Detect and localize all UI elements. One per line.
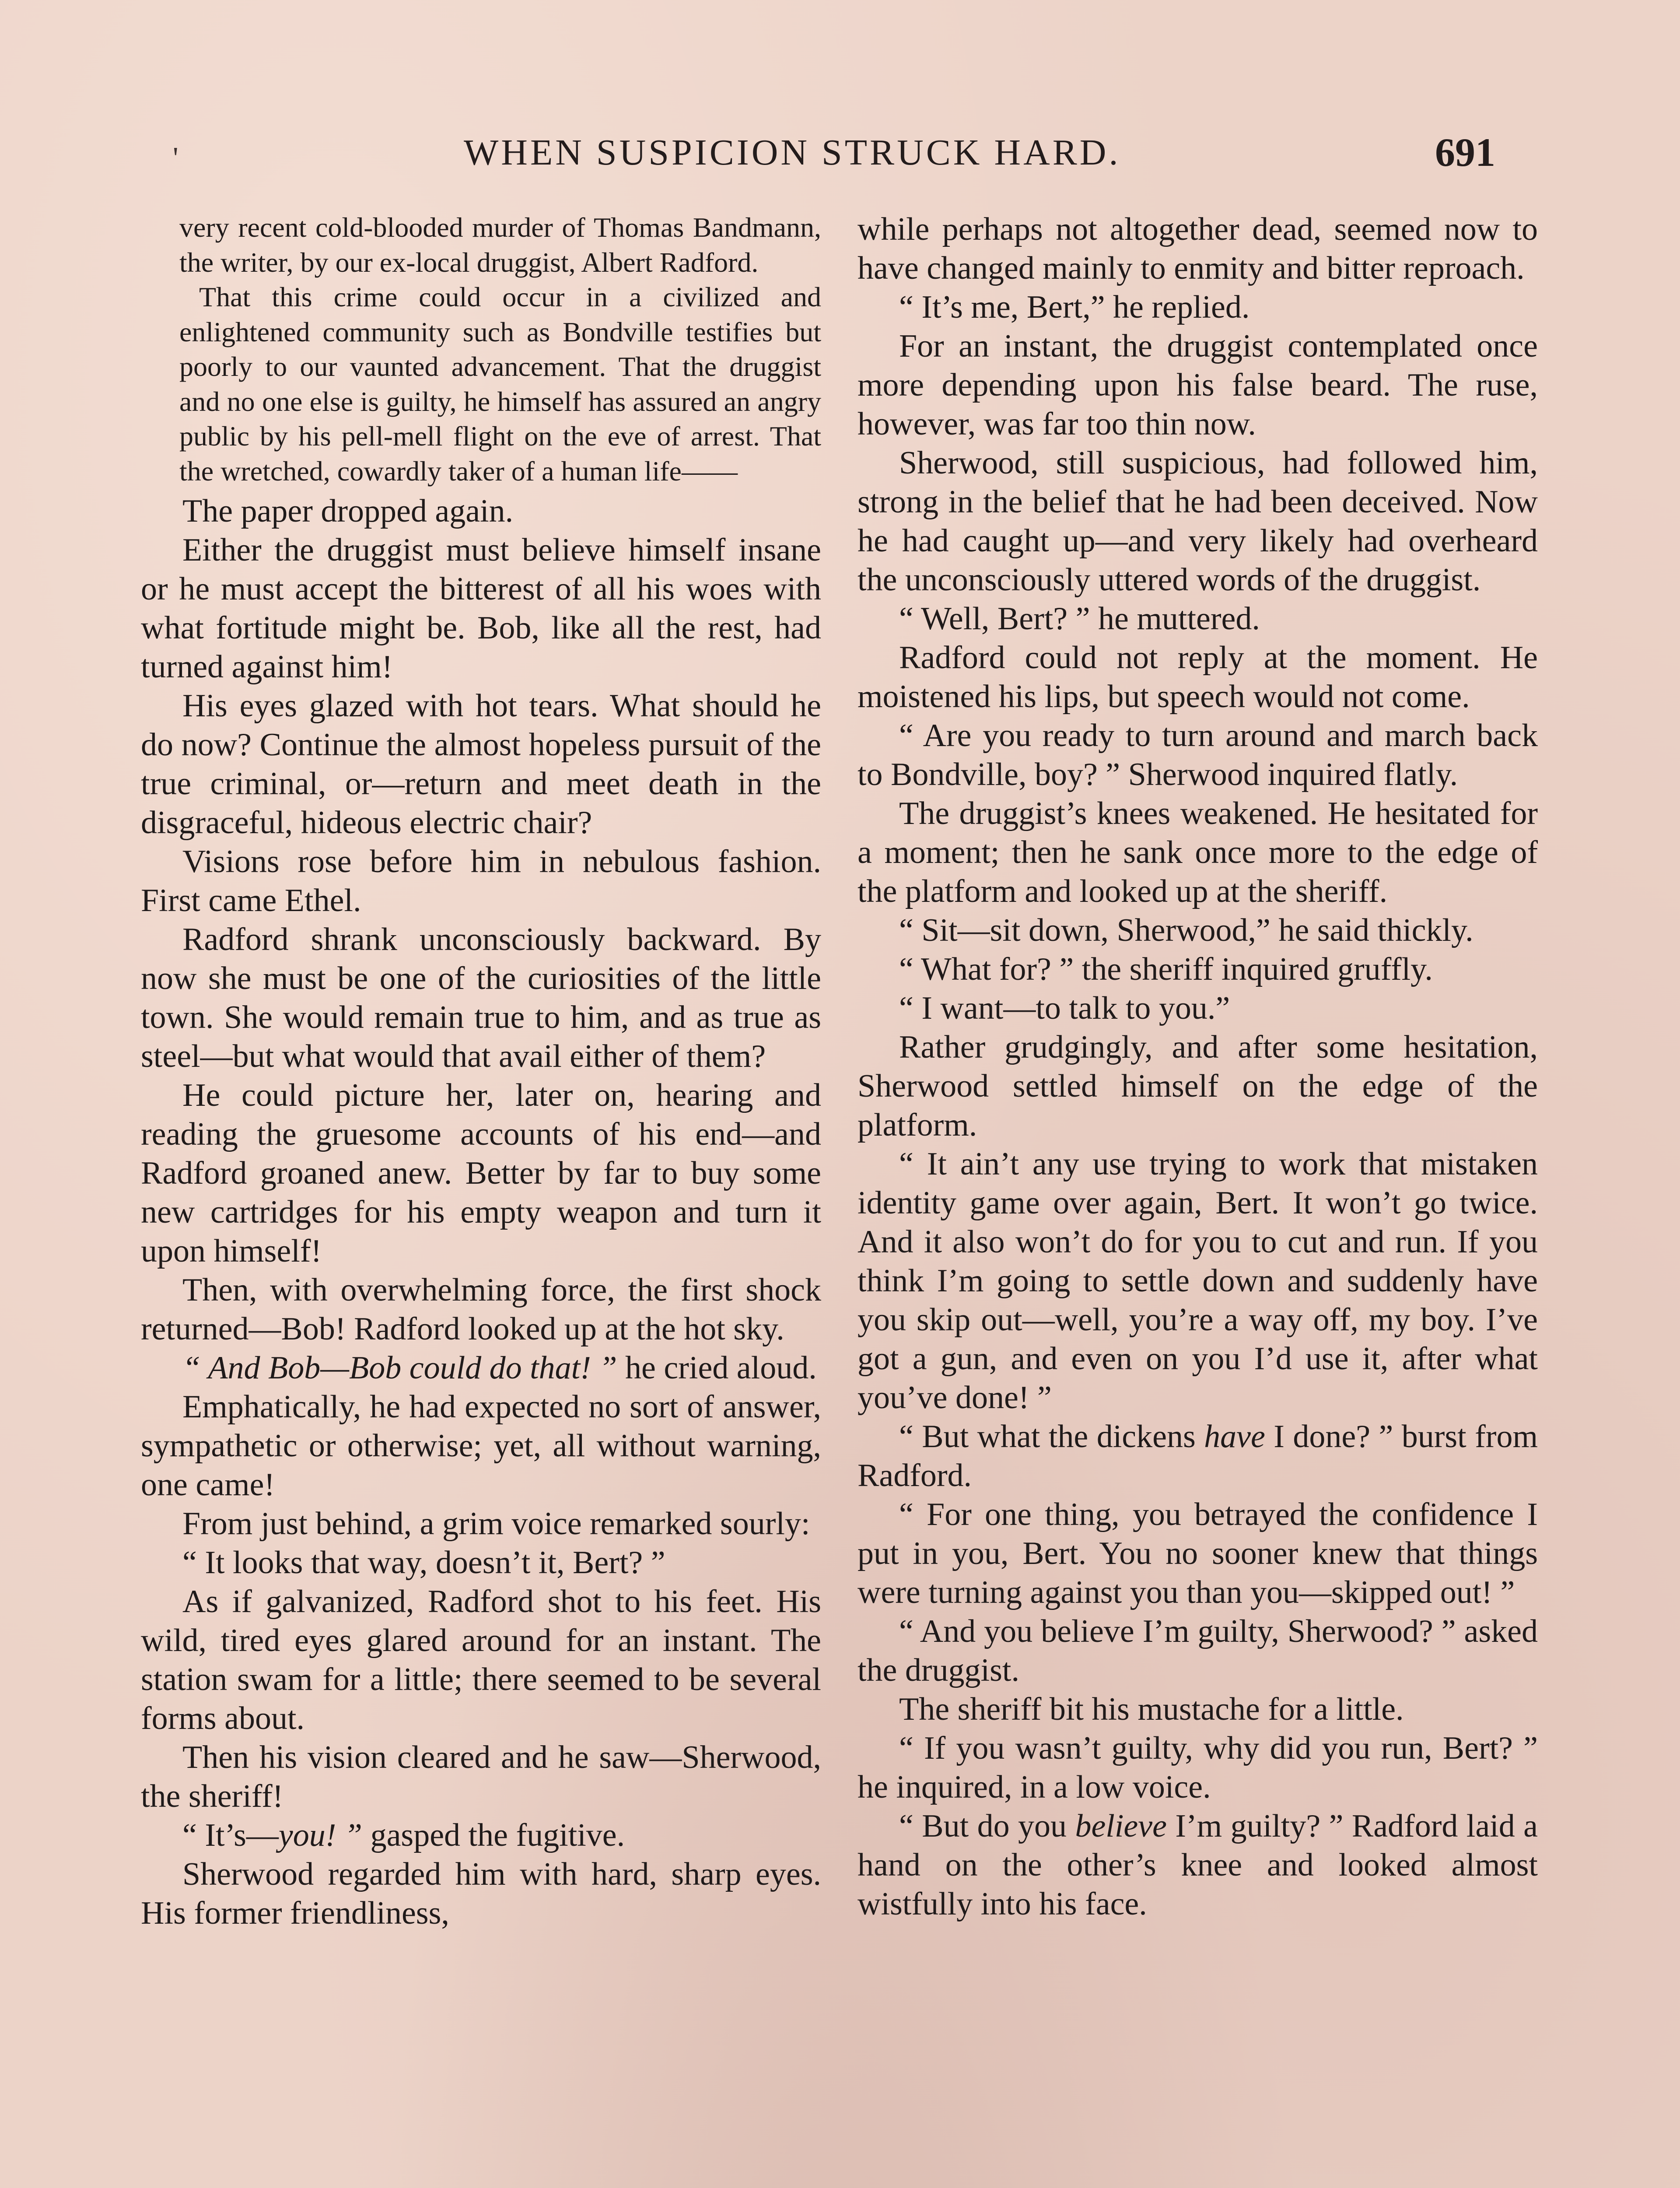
paragraph: Emphatically, he had expected no sort of answer, sympathetic or otherwise; yet, all without warning, one came! xyxy=(141,1389,821,1503)
paragraph: “ Sit—sit down, Sherwood,” he said thickly. xyxy=(899,912,1474,948)
paragraph-continued: while perhaps not altogether dead, seemed now to have changed mainly to enmity and bitter reproach. xyxy=(858,211,1538,286)
margin-mark: ' xyxy=(173,141,178,175)
italic-believe: believe xyxy=(1075,1808,1167,1844)
gasp-lead: “ It’s— xyxy=(182,1817,279,1853)
paragraph: Rather grudgingly, and after some hesitation, Sherwood settled himself on the edge of the platform. xyxy=(858,1029,1538,1143)
paragraph: The paper dropped again. xyxy=(182,493,514,529)
running-head: WHEN SUSPICION STRUCK HARD. xyxy=(464,132,1121,173)
cry-rest: he cried aloud. xyxy=(617,1350,817,1386)
italic-have: have xyxy=(1204,1419,1265,1455)
dickens-lead: “ But what the dickens xyxy=(899,1419,1204,1455)
paragraph: “ What for? ” the sheriff inquired gruffly. xyxy=(899,951,1433,987)
paragraph: Then his vision cleared and he saw—Sherwood, the sheriff! xyxy=(141,1739,821,1814)
paragraph: “ I want—to talk to you.” xyxy=(899,990,1230,1026)
clipping-paragraph: very recent cold-blooded murder of Thomas Bandmann, the writer, by our ex-local druggist, Albert Radford. xyxy=(179,212,821,278)
paragraph: “ And you believe I’m guilty, Sherwood? ” asked the druggist. xyxy=(858,1613,1538,1688)
paragraph: From just behind, a grim voice remarked sourly: xyxy=(182,1506,810,1542)
paragraph: The druggist’s knees weakened. He hesitated for a moment; then he sank once more to the edge of the platform and looked up at the sheriff. xyxy=(858,796,1538,909)
newspaper-clipping xyxy=(179,210,821,488)
believe-lead: “ But do you xyxy=(899,1808,1075,1844)
paragraph: Radford could not reply at the moment. He moistened his lips, but speech would not come. xyxy=(858,640,1538,715)
italic-cry: “ And Bob—Bob could do that! ” xyxy=(182,1350,617,1386)
paragraph-cry xyxy=(141,1349,821,1388)
paragraph: Visions rose before him in nebulous fashion. First came Ethel. xyxy=(141,844,821,919)
paragraph: Either the druggist must believe himself insane or he must accept the bitterest of all his woes with what fortitude might be. Bob, like all the rest, had turned against him! xyxy=(141,532,821,685)
gasp-rest: gasped the fugitive. xyxy=(362,1817,625,1853)
paragraph: “ Well, Bert? ” he muttered. xyxy=(899,601,1260,637)
paragraph: “ It’s me, Bert,” he replied. xyxy=(899,289,1250,325)
left-column xyxy=(141,210,821,1933)
paragraph: Radford shrank unconsciously backward. By now she must be one of the curiosities of the little town. She would remain true to him, and as true as steel—but what would that avail either of them? xyxy=(141,922,821,1074)
dickens-rest: I done? ” burst from Radford. xyxy=(858,1419,1538,1494)
clipping-paragraph: That this crime could occur in a civilized and enlightened community such as Bondville testifies but poorly to our vaunted advancement. That the druggist and no one else is guilty, he himself has assured an angry public by his pell-mell flight on the eve of arrest. That the wretched, cowardly taker of a human life—— xyxy=(179,281,821,487)
paragraph: He could picture her, later on, hearing and reading the gruesome accounts of his end—and Radford groaned anew. Better by far to buy some new cartridges for his empty weapon and turn it upon himself! xyxy=(141,1077,821,1269)
believe-rest: I’m guilty? ” Radford laid a hand on the other’s knee and looked almost wistfully into his face. xyxy=(858,1808,1538,1922)
right-column xyxy=(858,210,1538,1924)
italic-you: you! ” xyxy=(278,1817,363,1853)
paragraph: Sherwood, still suspicious, had followed him, strong in the belief that he had been deceived. Now he had caught up—and very likely had overheard the unconsciously uttered words of the druggist. xyxy=(858,445,1538,598)
paragraph: As if galvanized, Radford shot to his feet. His wild, tired eyes glared around for an instant. The station swam for a little; there seemed to be several forms about. xyxy=(141,1584,821,1736)
paragraph: “ If you wasn’t guilty, why did you run, Bert? ” he inquired, in a low voice. xyxy=(858,1730,1538,1805)
paragraph: “ For one thing, you betrayed the confidence I put in you, Bert. You no sooner knew that things were turning against you than you—skipped out! ” xyxy=(858,1497,1538,1610)
paragraph: Then, with overwhelming force, the first shock returned—Bob! Radford looked up at the hot sky. xyxy=(141,1272,821,1347)
paragraph-dickens xyxy=(858,1417,1538,1495)
paragraph: “ It ain’t any use trying to work that mistaken identity game over again, Bert. It won’t go twice. And it also won’t do for you to cut and run. If you think I’m going to settle down and suddenly have you skip out—well, you’re a way off, my boy. I’ve got a gun, and even on you I’d use it, after what you’ve done! ” xyxy=(858,1146,1538,1416)
paragraph: “ Are you ready to turn around and march back to Bondville, boy? ” Sherwood inquired flatly. xyxy=(858,718,1538,792)
paragraph-believe xyxy=(858,1807,1538,1924)
paragraph: “ It looks that way, doesn’t it, Bert? ” xyxy=(182,1545,665,1581)
paragraph-gasp xyxy=(141,1816,821,1855)
paragraph: For an instant, the druggist contemplated once more depending upon his false beard. The ruse, however, was far too thin now. xyxy=(858,328,1538,442)
paragraph: His eyes glazed with hot tears. What should he do now? Continue the almost hopeless pursuit of the true criminal, or—return and meet death in the disgraceful, hideous electric chair? xyxy=(141,688,821,841)
page-number: 691 xyxy=(1435,130,1495,175)
paragraph: The sheriff bit his mustache for a little. xyxy=(899,1691,1404,1727)
paragraph: Sherwood regarded him with hard, sharp eyes. His former friendliness, xyxy=(141,1856,821,1931)
